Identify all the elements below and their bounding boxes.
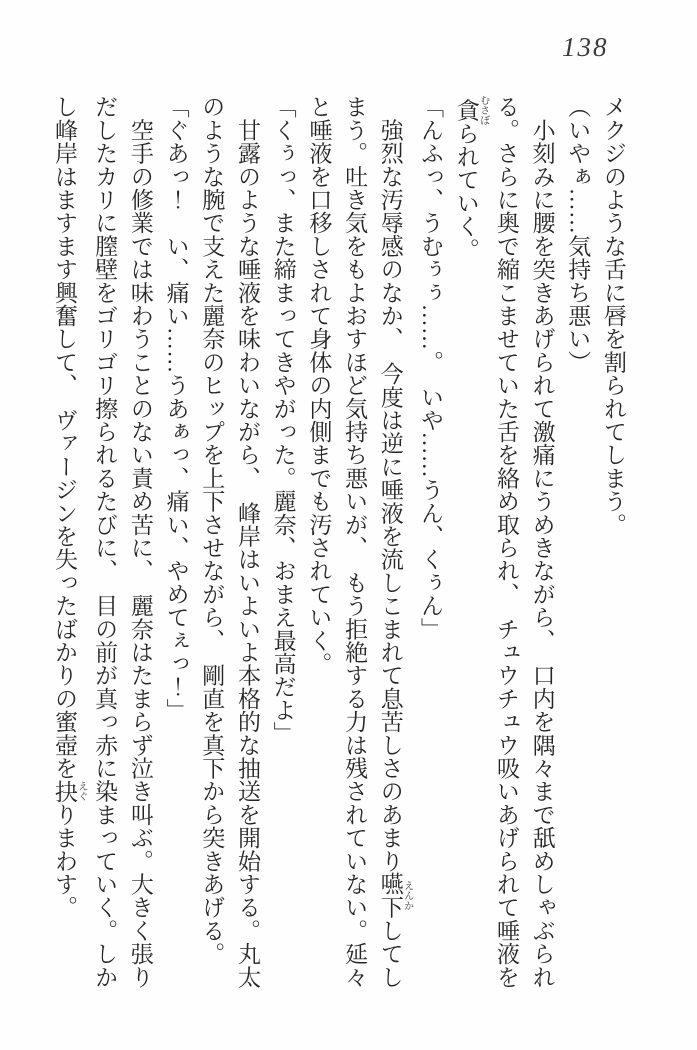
text-column: だしたカリに膣壁をゴリゴリ擦られるたびに、 目の前が真っ赤に染まっていく。しか — [92, 95, 118, 989]
text-column: 「くぅっ、また締まってきやがった。麗奈、おまえ最高だよ」 — [270, 95, 296, 745]
text-column: メクジのような舌に唇を割られてしまう。 — [601, 95, 626, 536]
text-column: 「ぐあっ！ い、痛い……うあぁっ、痛い、やめてぇっ！」 — [163, 95, 189, 722]
text-column: 「んふっ、うむぅぅ……。 いや……うん、くぅん」 — [417, 95, 443, 641]
text-column: 空手の修業では味わうことのない責め苦に、 麗奈はたまらず泣き叫ぶ。大きく張り — [127, 95, 153, 989]
text-column: と唾液を口移しされて身体の内側までも汚されていく。 — [306, 95, 332, 675]
text-column: 小刻みに腰を突きあげられて激痛にうめきながら、 口内を隅々まで舐めしゃぶられ — [529, 95, 555, 989]
text-column: （いやぁ……気持ち悪い） — [565, 95, 591, 374]
text-column: 強烈な汚辱感のなか、 今度は逆に唾液を流しこまれて息苦しさのあまり嚥下 えんかしてし — [377, 95, 413, 989]
ruby-annotated-word: 嚥下 えんか — [377, 872, 413, 919]
text-column: る。さらに奥で縮こませていた舌を絡め取られ、 チュウチュウ吸いあげられて唾液を — [493, 95, 519, 989]
text-column: のような腕で支えた麗奈のヒップを上下させながら、 剛直を真下から突きあげる。 — [199, 95, 225, 966]
text-column: 甘露のような唾液を味わいながら、 峰岸はいよいよ本格的な抽送を開始する。丸太 — [234, 95, 260, 989]
page-number: 138 — [562, 32, 609, 62]
page-text-block — [51, 95, 631, 1003]
text-column: し峰岸はますます興奮して、 ヴァージンを失ったばかりの蜜壺を抉 えぐりまわす。 — [51, 95, 87, 919]
ruby-annotated-word: 貪 むさぼ — [453, 95, 489, 125]
ruby-annotated-word: 抉 えぐ — [51, 779, 87, 803]
text-column: まう。吐き気をもよおすほど気持ち悪いが、 もう拒絶する力は残されていない。延々 — [342, 95, 368, 989]
text-column: 貪 むさぼられていく。 — [453, 95, 489, 261]
